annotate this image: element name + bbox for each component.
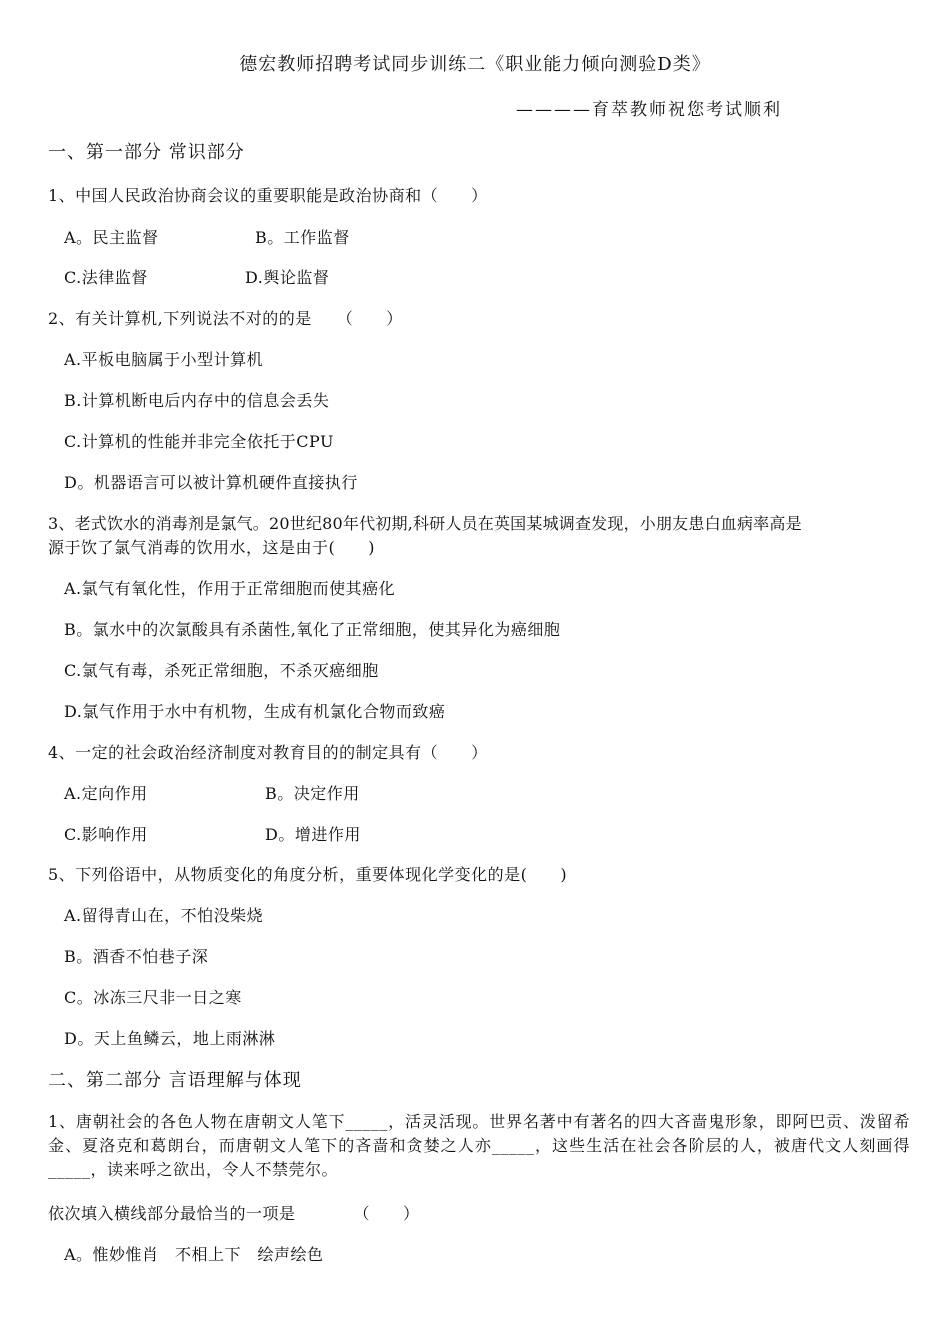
question-prompt: 依次填入横线部分最恰当的一项是 （ ） xyxy=(48,1204,420,1223)
document-subtitle: ————育萃教师祝您考试顺利 xyxy=(516,100,782,120)
part2-question-1-option-a: A。惟妙惟肖 不相上下 绘声绘色 xyxy=(64,1245,324,1264)
question-2-option-d: D。机器语言可以被计算机硬件直接执行 xyxy=(64,473,358,492)
question-4-stem: 4、一定的社会政治经济制度对教育目的的制定具有（ ） xyxy=(48,743,488,762)
question-4-option-a: A.定向作用 xyxy=(64,784,148,803)
question-2-option-a: A.平板电脑属于小型计算机 xyxy=(64,350,264,369)
question-3-stem-line1: 3、老式饮水的消毒剂是氯气。20世纪80年代初期,科研人员在英国某城调查发现，小朋友患白血病率高是 xyxy=(48,514,802,533)
question-1-option-d: D.舆论监督 xyxy=(245,268,330,287)
section-heading-part1: 一、第一部分 常识部分 xyxy=(48,142,245,163)
question-5-option-d: D。天上鱼鳞云，地上雨淋淋 xyxy=(64,1029,276,1048)
question-3-option-a: A.氯气有氧化性，作用于正常细胞而使其癌化 xyxy=(64,579,396,598)
document-title: 德宏教师招聘考试同步训练二《职业能力倾向测验D类》 xyxy=(239,54,711,75)
passage-question-1: 1、唐朝社会的各色人物在唐朝文人笔下_____，活灵活现。世界名著中有著名的四大吝啬鬼形象，即阿巴贡、泼留希金、夏洛克和葛朗台，而唐朝文人笔下的吝啬和贪婪之人亦_____，这些生活在社会各阶层的人，被唐代文人刻画得_____，读来呼之欲出，令人不禁莞尔。 xyxy=(48,1112,910,1179)
question-2-option-b: B.计算机断电后内存中的信息会丢失 xyxy=(64,391,330,410)
question-5-stem: 5、下列俗语中，从物质变化的角度分析，重要体现化学变化的是( ) xyxy=(48,865,568,884)
question-3-stem-line2: 源于饮了氯气消毒的饮用水，这是由于( ) xyxy=(48,538,375,557)
question-2-option-c: C.计算机的性能并非完全依托于CPU xyxy=(64,432,334,451)
question-2-stem: 2、有关计算机,下列说法不对的的是 （ ） xyxy=(48,309,403,328)
question-1-option-b: B。工作监督 xyxy=(255,228,350,247)
question-1-option-a: A。民主监督 xyxy=(64,228,159,247)
question-5-option-b: B。酒香不怕巷子深 xyxy=(64,947,209,966)
question-5-option-a: A.留得青山在，不怕没柴烧 xyxy=(64,906,264,925)
question-5-option-c: C。冰冻三尺非一日之寒 xyxy=(64,988,242,1007)
question-1-stem: 1、中国人民政治协商会议的重要职能是政治协商和（ ） xyxy=(48,186,488,205)
question-1-option-c: C.法律监督 xyxy=(64,268,148,287)
question-4-option-c: C.影响作用 xyxy=(64,825,148,844)
question-4-option-b: B。决定作用 xyxy=(265,784,360,803)
question-3-option-c: C.氯气有毒，杀死正常细胞，不杀灭癌细胞 xyxy=(64,661,379,680)
question-3-option-d: D.氯气作用于水中有机物，生成有机氯化合物而致癌 xyxy=(64,702,446,721)
section-heading-part2: 二、第二部分 言语理解与体现 xyxy=(48,1070,302,1091)
question-4-option-d: D。增进作用 xyxy=(265,825,361,844)
question-3-option-b: B。氯水中的次氯酸具有杀菌性,氧化了正常细胞，使其异化为癌细胞 xyxy=(64,620,561,639)
